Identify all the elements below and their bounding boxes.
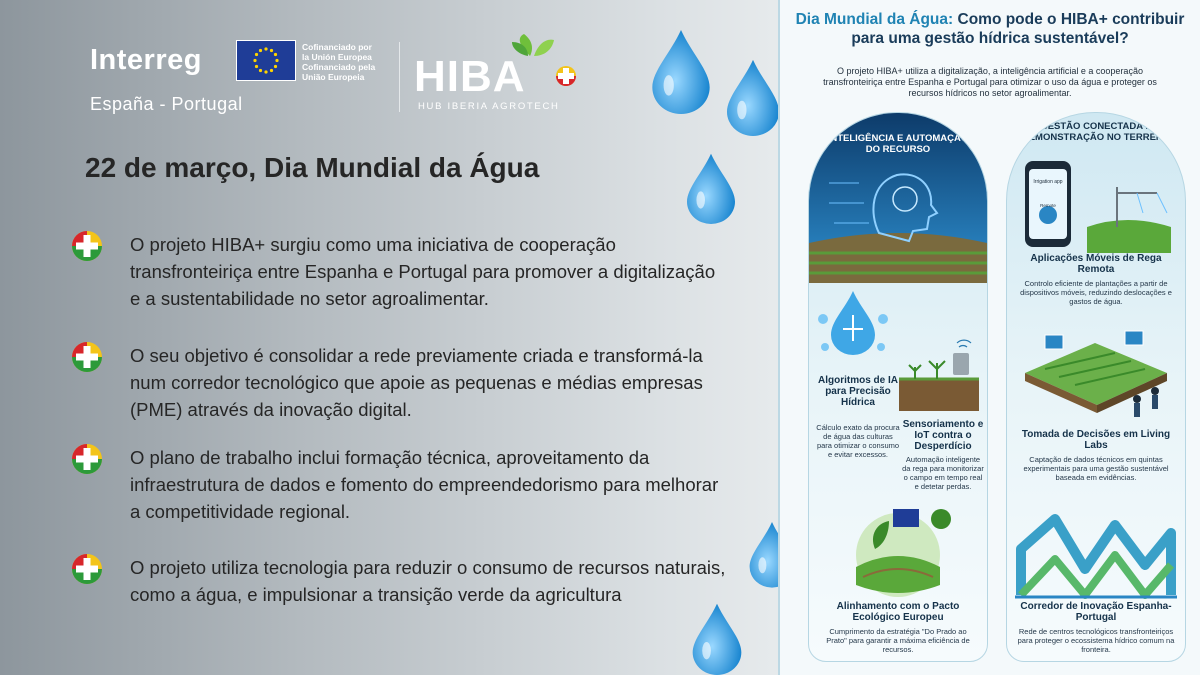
- column-heading: GESTÃO CONECTADA E DEMONSTRAÇÃO NO TERRENO: [1021, 121, 1171, 143]
- card-desc: Cálculo exato da procura de água das culturas para otimizar o consumo e evitar excessos.: [816, 423, 900, 459]
- water-drop-circuit-icon: [813, 285, 893, 365]
- card-title: Alinhamento com o Pacto Ecológico Europeu: [836, 601, 960, 623]
- infographic-title: Dia Mundial da Água: Como pode o HIBA+ contribuir para uma gestão hídrica sustentável?: [795, 11, 1185, 47]
- water-drop-icon: [650, 28, 712, 114]
- card-title: Corredor de Inovação Espanha-Portugal: [1020, 601, 1172, 623]
- eu-cofinanced-text: Cofinanciado por la Unión Europea Cofinanciado pela União Europeia: [302, 42, 376, 82]
- hiba-logo: HIBA: [414, 52, 526, 101]
- bullet-text: O projeto utiliza tecnologia para reduzir o consumo de recursos naturais, como a água, e impulsionar a transição verde da agricultura: [130, 557, 726, 605]
- card-title: Algoritmos de IA para Precisão Hídrica: [817, 375, 898, 408]
- card-desc: Captação de dados técnicos em quintas experimentais para uma gestão sustentável baseada em evidências.: [1023, 455, 1169, 482]
- card-desc: Controlo eficiente de plantações a partir de dispositivos móveis, reduzindo deslocações e gastos de água.: [1020, 279, 1172, 306]
- card-desc: Rede de centros tecnológicos transfronteiriços para proteger o ecossistema hídrico comum na fronteira.: [1017, 627, 1175, 654]
- soil-sensor-icon: [897, 339, 981, 413]
- living-lab-icon: [1015, 313, 1177, 423]
- card-desc: Automação inteligente da rega para monitorizar o campo em tempo real e detetar perdas.: [902, 455, 984, 491]
- bullet-text: O seu objetivo é consolidar a rede previamente criada e transformá-la num corredor tecnológico que apoie as pequenas e médias empresas (PME) através da inovação digital.: [130, 345, 703, 420]
- card-desc: Cumprimento da estratégia "Do Prado ao Prato" para garantir a máxima eficiência de recursos.: [826, 627, 970, 654]
- water-drop-icon: [685, 152, 737, 224]
- logo-divider: [399, 42, 400, 112]
- card-title: Aplicações Móveis de Rega Remota: [1030, 253, 1162, 275]
- infographic-column-right: [1006, 112, 1186, 662]
- infographic-column-left: [808, 112, 988, 662]
- plus-badge-icon: [70, 552, 104, 586]
- plus-badge-icon: [70, 442, 104, 476]
- plus-badge-icon: [70, 229, 104, 263]
- page-title: 22 de março, Dia Mundial da Água: [85, 152, 540, 183]
- phone-app-label: Irrigation app: [1033, 179, 1063, 185]
- bullet-text: O plano de trabalho inclui formação técnica, aproveitamento da infraestrutura de dados e fomento do empreendedorismo para melhorar a competitividade regional.: [130, 447, 719, 522]
- plus-badge-icon: [70, 340, 104, 374]
- water-drop-icon: [725, 58, 781, 136]
- card-title: Tomada de Decisões em Living Labs: [1021, 429, 1171, 451]
- hiba-tagline: HUB IBERIA AGROTECH: [418, 101, 560, 112]
- bullet-text: O projeto HIBA+ surgiu como uma iniciativa de cooperação transfronteiriça entre Espanha e Portugal para promover a digitalização e a sustentabilidade no setor agroalimentar.: [130, 234, 716, 309]
- bridge-corridor-icon: [1015, 509, 1177, 601]
- interreg-region: España - Portugal: [90, 94, 243, 114]
- infographic-intro: O projeto HIBA+ utiliza a digitalização, a inteligência artificial e a cooperação transfronteiriça entre Espanha e Portugal para otimizar o uso da água e proteger os recursos hídricos no setor agroalimentar.: [823, 66, 1157, 98]
- phone-app-button: Remote: [1040, 203, 1056, 208]
- column-heading: INTELIGÊNCIA E AUTOMAÇÃO DO RECURSO: [827, 133, 969, 155]
- interreg-logo: Interreg: [90, 44, 202, 76]
- water-drop-icon: [690, 602, 744, 675]
- eu-flag-icon: [236, 40, 296, 81]
- card-title: Sensoriamento e IoT contra o Desperdício: [902, 419, 984, 452]
- green-landscape-icon: [823, 505, 973, 597]
